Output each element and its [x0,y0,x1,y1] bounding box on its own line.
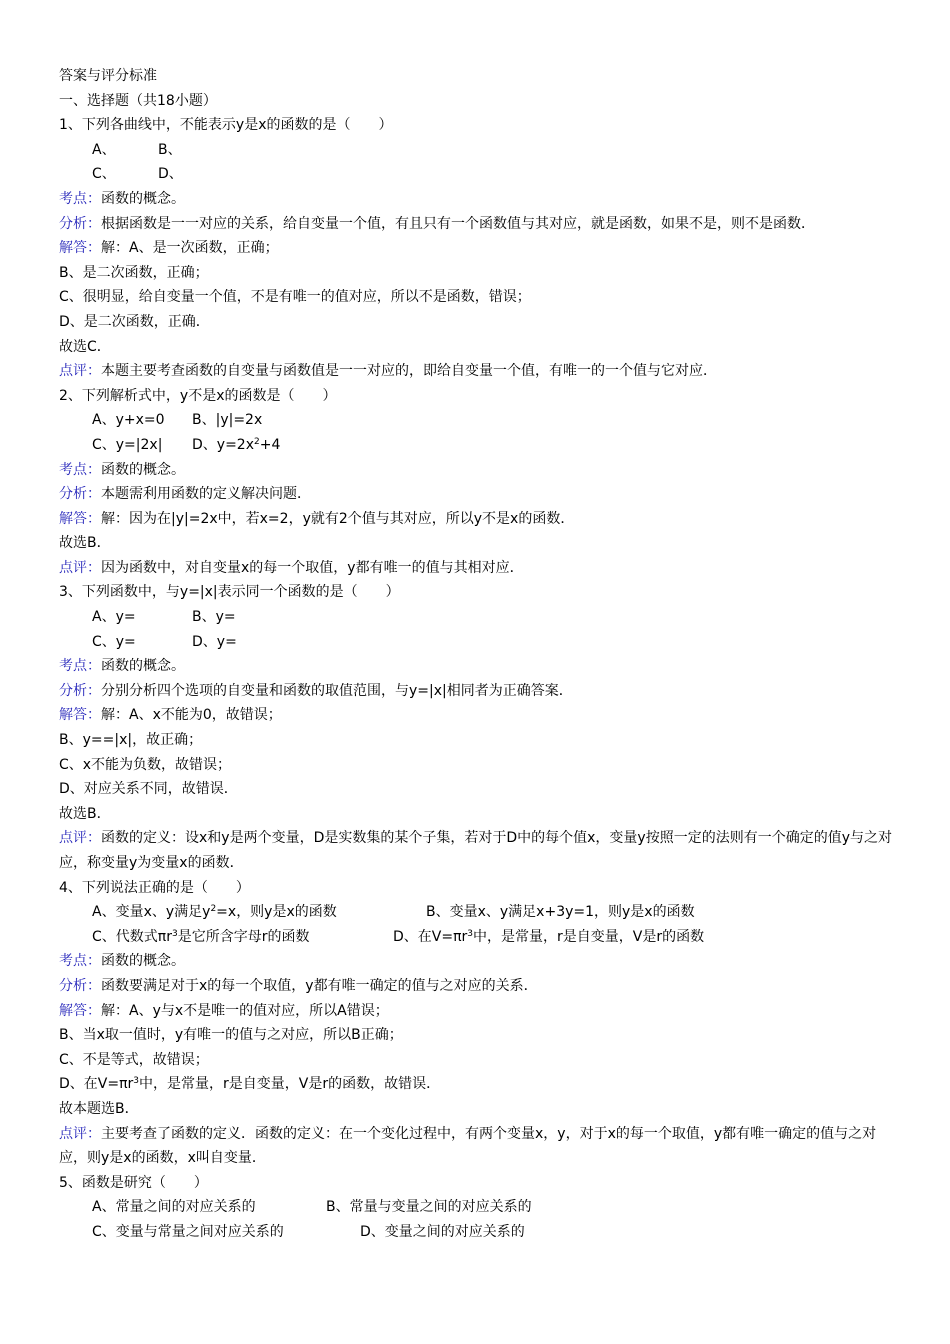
fenxi-label: 分析： [59,486,101,503]
answer-document [59,64,899,1245]
q3-jieda-line3: C、x不能为负数，故错误； [59,756,232,773]
q1-stem: 1、下列各曲线中，不能表示y是x的函数的是（ ） [59,117,393,134]
q2-answer: 故选B． [59,535,111,552]
q3-option-b: B、y= [192,609,236,626]
q5-option-d: D、变量之间的对应关系的 [360,1223,525,1240]
jieda-label: 解答： [59,240,101,257]
fenxi-label: 分析： [59,682,101,699]
q3-answer: 故选B． [59,805,111,822]
q4-option-a: A、变量x、y满足$y^2=x$，则y是x的函数 [92,904,337,921]
q4-kaodian: 考点：函数的概念。 [59,953,185,970]
q4-jieda-line3: C、不是等式，故错误； [59,1051,209,1068]
q1-jieda-line3: C、很明显，给自变量一个值，不是有唯一的值对应，所以不是函数，错误； [59,289,531,306]
document-title: 答案与评分标准 [59,68,157,84]
q3-options-row1 [59,605,899,630]
q1-jieda-line4: D、是二次函数，正确． [59,313,210,330]
dianping-label: 点评： [59,363,101,380]
q4-dianping: 点评：主要考查了函数的定义．函数的定义：在一个变化过程中，有两个变量x，y，对于x的每一个取值，y都有唯一确定的值与之对应，则y是x的函数，x叫自变量． [59,1125,877,1167]
q1-options-row1 [59,138,899,163]
q3-jieda: 解答：解：A、x不能为0，故错误； [59,707,282,724]
q1-jieda: 解答：解：A、是一次函数，正确； [59,240,279,257]
q4-jieda-line4: D、在$V=\pi r^3$中，是常量，r是自变量，V是r的函数，故错误． [59,1076,441,1093]
fenxi-label: 分析： [59,977,101,994]
q2-kaodian: 考点：函数的概念。 [59,461,185,478]
jieda-label: 解答： [59,510,101,527]
q4-stem: 4、下列说法正确的是（ ） [59,879,250,896]
q2-fenxi: 分析：本题需利用函数的定义解决问题． [59,486,311,503]
q4-jieda-line2: B、当x取一值时，y有唯一的值与之对应，所以B正确； [59,1027,403,1044]
jieda-label: 解答： [59,1002,101,1019]
q1-option-c: C、 [92,166,116,183]
q2-dianping: 点评：因为函数中，对自变量x的每一个取值，y都有唯一的值与其相对应． [59,559,524,576]
q1-fenxi: 分析：根据函数是一一对应的关系，给自变量一个值，有且只有一个函数值与其对应，就是函数，如果不是，则不是函数． [59,215,815,232]
q4-answer: 故本题选B． [59,1100,139,1117]
kaodian-label: 考点： [59,461,101,478]
kaodian-label: 考点： [59,658,101,675]
q2-options-row1 [59,408,899,433]
q1-option-d: D、 [158,166,183,183]
q2-options-row2 [59,433,899,458]
dianping-label: 点评： [59,559,101,576]
q2-option-d: D、$y=2x^2+4$ [192,436,281,453]
q3-jieda-line2: B、y==|x|，故正确； [59,732,203,749]
q1-jieda-line2: B、是二次函数，正确； [59,264,209,281]
q4-option-b: B、变量x、y满足x+3y=1，则y是x的函数 [426,904,695,921]
q5-option-c: C、变量与常量之间对应关系的 [92,1223,284,1240]
q3-jieda-line4: D、对应关系不同，故错误． [59,781,238,798]
q1-answer: 故选C． [59,338,111,355]
q5-option-a: A、常量之间的对应关系的 [92,1199,256,1216]
q4-jieda: 解答：解：A、y与x不是唯一的值对应，所以A错误； [59,1002,389,1019]
q2-option-a: A、y+x=0 [92,412,165,429]
q1-option-b: B、 [158,141,182,158]
jieda-label: 解答： [59,707,101,724]
q4-options-row2 [59,925,899,950]
q3-stem: 3、下列函数中，与y=|x|表示同一个函数的是（ ） [59,584,400,601]
fenxi-label: 分析： [59,215,101,232]
q3-kaodian: 考点：函数的概念。 [59,658,185,675]
kaodian-label: 考点： [59,953,101,970]
q1-dianping: 点评：本题主要考查函数的自变量与函数值是一一对应的，即给自变量一个值，有唯一的一个值与它对应． [59,363,717,380]
q1-kaodian: 考点：函数的概念。 [59,190,185,207]
q3-fenxi: 分析：分别分析四个选项的自变量和函数的取值范围，与y=|x|相同者为正确答案． [59,682,573,699]
section-heading: 一、选择题（共18小题） [59,92,217,109]
q4-fenxi: 分析：函数要满足对于x的每一个取值，y都有唯一确定的值与之对应的关系． [59,977,538,994]
q3-options-row2 [59,630,899,655]
dianping-label: 点评： [59,830,101,847]
q4-option-c: C、代数式$\pi r^3$是它所含字母r的函数 [92,928,310,945]
dianping-label: 点评： [59,1125,101,1142]
q1-options-row2 [59,162,899,187]
q2-option-c: C、y=|2x| [92,436,163,453]
kaodian-label: 考点： [59,190,101,207]
q3-option-d: D、y= [192,633,237,650]
q3-option-c: C、y= [92,633,136,650]
q2-stem: 2、下列解析式中，y不是x的函数是（ ） [59,387,337,404]
q3-option-a: A、y= [92,609,136,626]
q5-stem: 5、函数是研究（ ） [59,1174,208,1191]
q5-options-row1 [59,1195,899,1220]
q2-option-b: B、|y|=2x [192,412,263,429]
q3-dianping: 点评：函数的定义：设x和y是两个变量，D是实数集的某个子集，若对于D中的每个值x，变量y按照一定的法则有一个确定的值y与之对应，称变量y为变量x的函数． [59,830,892,871]
q4-options-row1 [59,900,899,925]
q2-jieda: 解答：解：因为在|y|=2x中，若x=2，y就有2个值与其对应，所以y不是x的函数． [59,510,575,527]
q5-options-row2 [59,1220,899,1245]
q1-option-a: A、 [92,141,116,158]
q4-option-d: D、在$V=\pi r^3$中，是常量，r是自变量，V是r的函数 [393,928,705,945]
q5-option-b: B、常量与变量之间的对应关系的 [326,1199,532,1216]
